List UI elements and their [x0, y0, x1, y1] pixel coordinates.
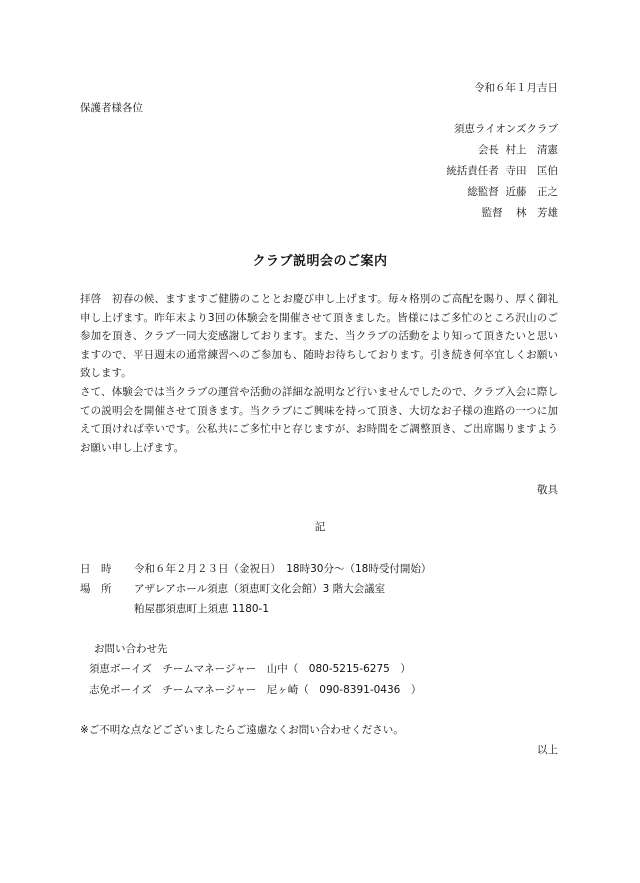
contact-line-shime: 志免ボーイズ チームマネージャー 尼ヶ崎（ 090-8391-0436 ）	[89, 684, 422, 696]
note-text: ※ご不明な点などございましたらご遠慮なくお問い合わせください。	[80, 724, 404, 736]
end-ijou: 以上	[537, 744, 558, 756]
ki-heading: 記	[314, 521, 326, 533]
sender-name: 林 芳雄	[516, 207, 558, 219]
letter-date: 令和６年１月吉日	[474, 82, 558, 94]
body-paragraph-2: さて、体験会では当クラブの運営や活動の詳細な説明など行いませんでしたので、クラブ入会に際しての説明会を開催させて頂きます。当クラブにご興味を持って頂き、大切なお子様の進路の一つに加えて頂ければ幸いです。公私共にご多忙中と存じますが、お時間をご調整頂き、ご出席賜りますようお願い申し上げます。	[80, 385, 558, 454]
sender-org: 須恵ライオンズクラブ	[453, 123, 558, 135]
sender-role: 会長	[477, 144, 499, 156]
sender-role: 総監督	[467, 186, 499, 198]
datetime-label: 日 時	[80, 563, 112, 575]
body-paragraph-1: 拝啓 初春の候、ますますご健勝のこととお慶び申し上げます。毎々格別のご高配を賜り、厚く御礼申し上げます。昨年末より3回の体験会を開催させて頂きました。皆様にはご多忙のところ沢山のご参加を頂き、クラブ一同大変感謝しております。また、当クラブの活動をより知って頂きたいと思いますので、平日週末の通常練習へのご参加も、随時お待ちしております。引き続き何卒宜しくお願い致します。	[80, 293, 558, 380]
body-text	[80, 290, 558, 457]
closing-keigu: 敬具	[537, 484, 558, 496]
document-title: クラブ説明会のご案内	[252, 254, 388, 269]
recipient: 保護者様各位	[80, 102, 143, 114]
contact-heading: お問い合わせ先	[94, 643, 168, 655]
sender-name: 近藤 正之	[505, 186, 558, 198]
sender-line-president	[380, 144, 558, 157]
sender-name: 村上 清憲	[505, 144, 558, 156]
sender-line-coach	[380, 207, 558, 220]
sender-role: 監督	[481, 207, 503, 219]
place-label: 場 所	[80, 583, 112, 595]
sender-line-director	[380, 165, 558, 178]
sender-line-general-manager	[380, 186, 558, 199]
place-value: アザレアホール須恵（須恵町文化会館）3 階大会議室	[134, 583, 386, 595]
contact-line-sue: 須恵ボーイズ チームマネージャー 山中（ 080-5215-6275 ）	[89, 663, 411, 675]
place-address: 粕屋郡須恵町上須恵 1180-1	[134, 603, 270, 615]
sender-role: 統括責任者	[446, 165, 499, 177]
sender-name: 寺田 匡伯	[505, 165, 558, 177]
datetime-value: 令和６年２月２３日（金祝日） 18時30分～（18時受付開始）	[134, 563, 432, 575]
